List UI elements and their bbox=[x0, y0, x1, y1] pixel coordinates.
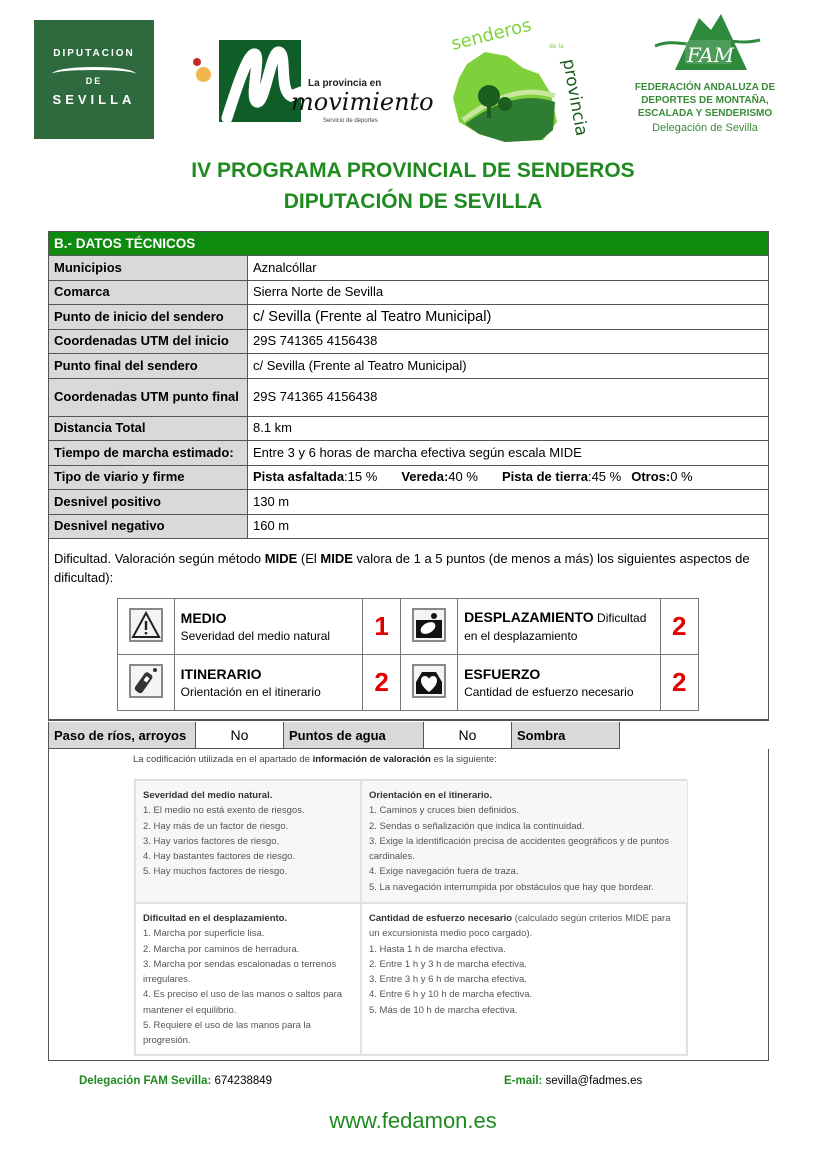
row-value: Entre 3 y 6 horas de marcha efectiva según escala MIDE bbox=[253, 444, 582, 460]
logo-script: movimiento bbox=[291, 88, 434, 116]
footer-phone bbox=[79, 1075, 272, 1087]
logo-text: ESCALADA Y SENDERISMO bbox=[637, 108, 773, 119]
email-label: E-mail: bbox=[504, 1075, 543, 1087]
mide-desc: en el desplazamiento bbox=[464, 629, 578, 643]
coding-item: 3. Exige la identificación precisa de accidentes geográficos y de puntos cardinales. bbox=[369, 835, 669, 863]
row-label: Desnivel positivo bbox=[49, 490, 248, 514]
text: Dificultad. Valoración según método bbox=[54, 551, 265, 566]
shade-label: Sombra bbox=[512, 722, 620, 748]
coding-item: 2. Marcha por caminos de herradura. bbox=[143, 943, 300, 955]
svg-text:FAM: FAM bbox=[687, 43, 735, 67]
mide-value: 2 bbox=[660, 655, 699, 711]
logo-tagline: La provincia en bbox=[308, 78, 382, 89]
mide-name: DESPLAZAMIENTO bbox=[464, 609, 594, 625]
row-label: Tipo de viario y firme bbox=[49, 466, 248, 490]
separator: : bbox=[587, 469, 592, 485]
text: (El bbox=[297, 551, 321, 566]
row-value: c/ Sevilla (Frente al Teatro Municipal) bbox=[253, 357, 467, 373]
surface-value: 40 % bbox=[448, 469, 478, 485]
coding-title: Severidad del medio natural. bbox=[143, 790, 273, 801]
email-link[interactable]: sevilla@fadmes.es bbox=[542, 1075, 643, 1087]
fam-federation-logo bbox=[625, 10, 785, 140]
mide-rating-table bbox=[117, 598, 699, 711]
logo-text: DIPUTACION bbox=[53, 48, 135, 59]
coding-box-itinerario bbox=[361, 780, 688, 903]
table-row bbox=[49, 379, 768, 417]
mide-desc: Orientación en el itinerario bbox=[180, 684, 321, 699]
coding-item: 2. Hay más de un factor de riesgo. bbox=[143, 820, 289, 832]
mide-item bbox=[458, 655, 660, 711]
text-bold: información de valoración bbox=[312, 754, 431, 765]
rivers-value: No bbox=[196, 722, 284, 748]
mide-desc: Dificultad bbox=[593, 611, 647, 625]
coding-item: 3. Hay varios factores de riesgo. bbox=[143, 835, 280, 847]
page-subtitle: DIPUTACIÓN DE SEVILLA bbox=[283, 190, 543, 213]
table-row bbox=[49, 281, 768, 306]
mountain-icon bbox=[625, 10, 785, 80]
heart-effort-icon bbox=[412, 664, 446, 698]
mide-name: MEDIO bbox=[180, 609, 227, 626]
compass-icon bbox=[129, 664, 163, 698]
table-row bbox=[49, 466, 768, 491]
mide-icon-cell bbox=[118, 599, 175, 655]
mide-coding-legend bbox=[48, 749, 769, 1061]
website-link[interactable]: www.fedamon.es bbox=[329, 1108, 497, 1133]
text-bold: MIDE bbox=[320, 551, 353, 566]
surface-label: Pista asfaltada bbox=[253, 469, 345, 485]
section-heading: B.- DATOS TÉCNICOS bbox=[49, 232, 768, 256]
coding-item: 5. Más de 10 h de marcha efectiva. bbox=[369, 1004, 518, 1016]
row-value: 29S 741365 4156438 bbox=[253, 389, 378, 404]
logo-text: Delegación de Sevilla bbox=[652, 122, 758, 134]
coding-title: Dificultad en el desplazamiento. bbox=[143, 913, 288, 924]
mide-icon-cell bbox=[401, 599, 458, 655]
row-label: Punto de inicio del sendero bbox=[49, 305, 248, 329]
difficulty-intro bbox=[54, 549, 754, 587]
coding-item: 5. La navegación interrumpida por obstáculos que hay que bordear. bbox=[369, 881, 654, 893]
coding-item: 5. Requiere el uso de las manos para la progresión. bbox=[143, 1020, 311, 1047]
row-value: 130 m bbox=[253, 493, 290, 509]
logo-text: FEDERACIÓN ANDALUZA DE bbox=[634, 82, 776, 93]
surface-label: Otros: bbox=[631, 469, 671, 485]
coding-box-desplazamiento bbox=[135, 903, 361, 1056]
coding-item: 1. Caminos y cruces bien definidos. bbox=[369, 805, 519, 817]
provincia-en-movimiento-logo bbox=[193, 38, 434, 128]
row-value: 29S 741365 4156438 bbox=[253, 333, 378, 349]
warning-icon bbox=[129, 608, 163, 642]
surface-value: 0 % bbox=[670, 469, 693, 485]
coding-item: 4. Es preciso el uso de las manos o saltos para mantener el equilibrio. bbox=[143, 989, 343, 1016]
mide-desc: Severidad del medio natural bbox=[180, 628, 331, 643]
coding-box-medio bbox=[135, 780, 361, 903]
coding-note: (calculado según criterios MIDE para un excursionista medio poco cargado). bbox=[369, 913, 671, 940]
technical-data-table bbox=[48, 231, 769, 721]
water-shade-row bbox=[48, 722, 620, 749]
page-title: IV PROGRAMA PROVINCIAL DE SENDEROS bbox=[191, 159, 635, 182]
svg-text:provincia: provincia bbox=[558, 57, 592, 138]
table-row bbox=[49, 354, 768, 379]
diputacion-sevilla-logo bbox=[34, 20, 154, 139]
table-row bbox=[49, 417, 768, 442]
difficulty-block bbox=[49, 539, 768, 720]
coding-item: 2. Entre 1 h y 3 h de marcha efectiva. bbox=[369, 958, 527, 970]
water-points-label: Puntos de agua bbox=[284, 722, 424, 748]
mide-value: 1 bbox=[362, 599, 400, 655]
mide-name: ITINERARIO bbox=[180, 665, 262, 682]
mide-icon-cell bbox=[118, 655, 175, 711]
coding-item: 5. Hay muchos factores de riesgo. bbox=[143, 866, 288, 878]
row-label: Punto final del sendero bbox=[49, 354, 248, 378]
row-label: Tiempo de marcha estimado: bbox=[49, 441, 248, 465]
logo-text: DEPORTES DE MONTAÑA, bbox=[641, 95, 769, 106]
surface-label: Pista de tierra bbox=[501, 469, 588, 485]
row-label: Coordenadas UTM punto final bbox=[49, 379, 248, 416]
mide-item bbox=[174, 655, 362, 711]
text: La codificación utilizada en el apartado de bbox=[133, 754, 313, 765]
coding-item: 4. Exige navegación fuera de traza. bbox=[369, 866, 519, 878]
table-row bbox=[49, 441, 768, 466]
coding-item: 4. Hay bastantes factores de riesgo. bbox=[143, 851, 296, 863]
mide-desc: Cantidad de esfuerzo necesario bbox=[464, 684, 634, 699]
table-row bbox=[49, 256, 768, 281]
svg-text:senderos: senderos bbox=[449, 14, 534, 55]
text: valora de 1 a 5 puntos (de menos a más) los siguientes aspectos de dificultad): bbox=[54, 551, 750, 585]
logo-text: SEVILLA bbox=[52, 92, 136, 107]
row-value: 8.1 km bbox=[253, 420, 293, 436]
text-bold: MIDE bbox=[264, 551, 298, 566]
coding-grid bbox=[134, 779, 687, 1055]
coding-item: 1. Hasta 1 h de marcha efectiva. bbox=[369, 943, 506, 955]
phone-value: 674238849 bbox=[211, 1075, 273, 1087]
table-row bbox=[49, 330, 768, 355]
water-points-value: No bbox=[424, 722, 512, 748]
mide-value: 2 bbox=[362, 655, 400, 711]
footer-email bbox=[504, 1075, 642, 1087]
mide-item bbox=[174, 599, 362, 655]
row-label: Comarca bbox=[49, 281, 248, 305]
mide-value: 2 bbox=[660, 599, 699, 655]
row-value: Sierra Norte de Sevilla bbox=[253, 284, 384, 300]
coding-item: 2. Sendas o señalización que indica la continuidad. bbox=[369, 820, 585, 832]
mide-name: ESFUERZO bbox=[464, 665, 541, 682]
row-value: 160 m bbox=[253, 518, 290, 534]
coding-box-esfuerzo bbox=[361, 903, 688, 1056]
surface-label: Vereda: bbox=[401, 469, 449, 485]
separator: : bbox=[344, 469, 348, 485]
table-row bbox=[49, 305, 768, 330]
row-label: Coordenadas UTM del inicio bbox=[49, 330, 248, 354]
coding-title: Cantidad de esfuerzo necesario bbox=[369, 913, 513, 924]
logo-dot bbox=[193, 58, 201, 66]
logo-m-mark bbox=[219, 40, 301, 122]
row-value: Aznalcóllar bbox=[253, 259, 317, 275]
senderos-provincia-logo bbox=[445, 12, 595, 147]
text: es la siguiente: bbox=[430, 754, 497, 765]
coding-item: 1. El medio no está exento de riesgos. bbox=[143, 805, 305, 817]
row-label: Distancia Total bbox=[49, 417, 248, 441]
logo-text: DE bbox=[85, 76, 103, 86]
mide-item bbox=[458, 599, 660, 655]
surface-breakdown bbox=[248, 466, 768, 490]
row-label: Municipios bbox=[49, 256, 248, 280]
mide-icon-cell bbox=[401, 655, 458, 711]
svg-text:de la: de la bbox=[549, 43, 564, 50]
terrain-icon bbox=[412, 608, 446, 642]
coding-title: Orientación en el itinerario. bbox=[369, 790, 493, 801]
coding-intro bbox=[133, 754, 497, 765]
row-label: Desnivel negativo bbox=[49, 515, 248, 539]
coding-item: 1. Marcha por superficie lisa. bbox=[143, 928, 265, 940]
coding-item: 3. Entre 3 h y 6 h de marcha efectiva. bbox=[369, 974, 527, 986]
coding-item: 4. Entre 6 h y 10 h de marcha efectiva. bbox=[369, 989, 533, 1001]
table-row bbox=[49, 490, 768, 515]
surface-value: 15 % bbox=[347, 469, 378, 485]
row-value: c/ Sevilla (Frente al Teatro Municipal) bbox=[253, 308, 492, 325]
coding-item: 3. Marcha por sendas escalonadas o terrenos irregulares. bbox=[143, 958, 337, 986]
phone-label: Delegación FAM Sevilla: bbox=[79, 1075, 212, 1087]
logo-sub: Servicio de deportes bbox=[323, 118, 378, 124]
rivers-label: Paso de ríos, arroyos bbox=[48, 722, 196, 748]
table-row bbox=[49, 515, 768, 540]
logo-dot bbox=[196, 67, 211, 82]
surface-value: 45 % bbox=[591, 469, 622, 485]
